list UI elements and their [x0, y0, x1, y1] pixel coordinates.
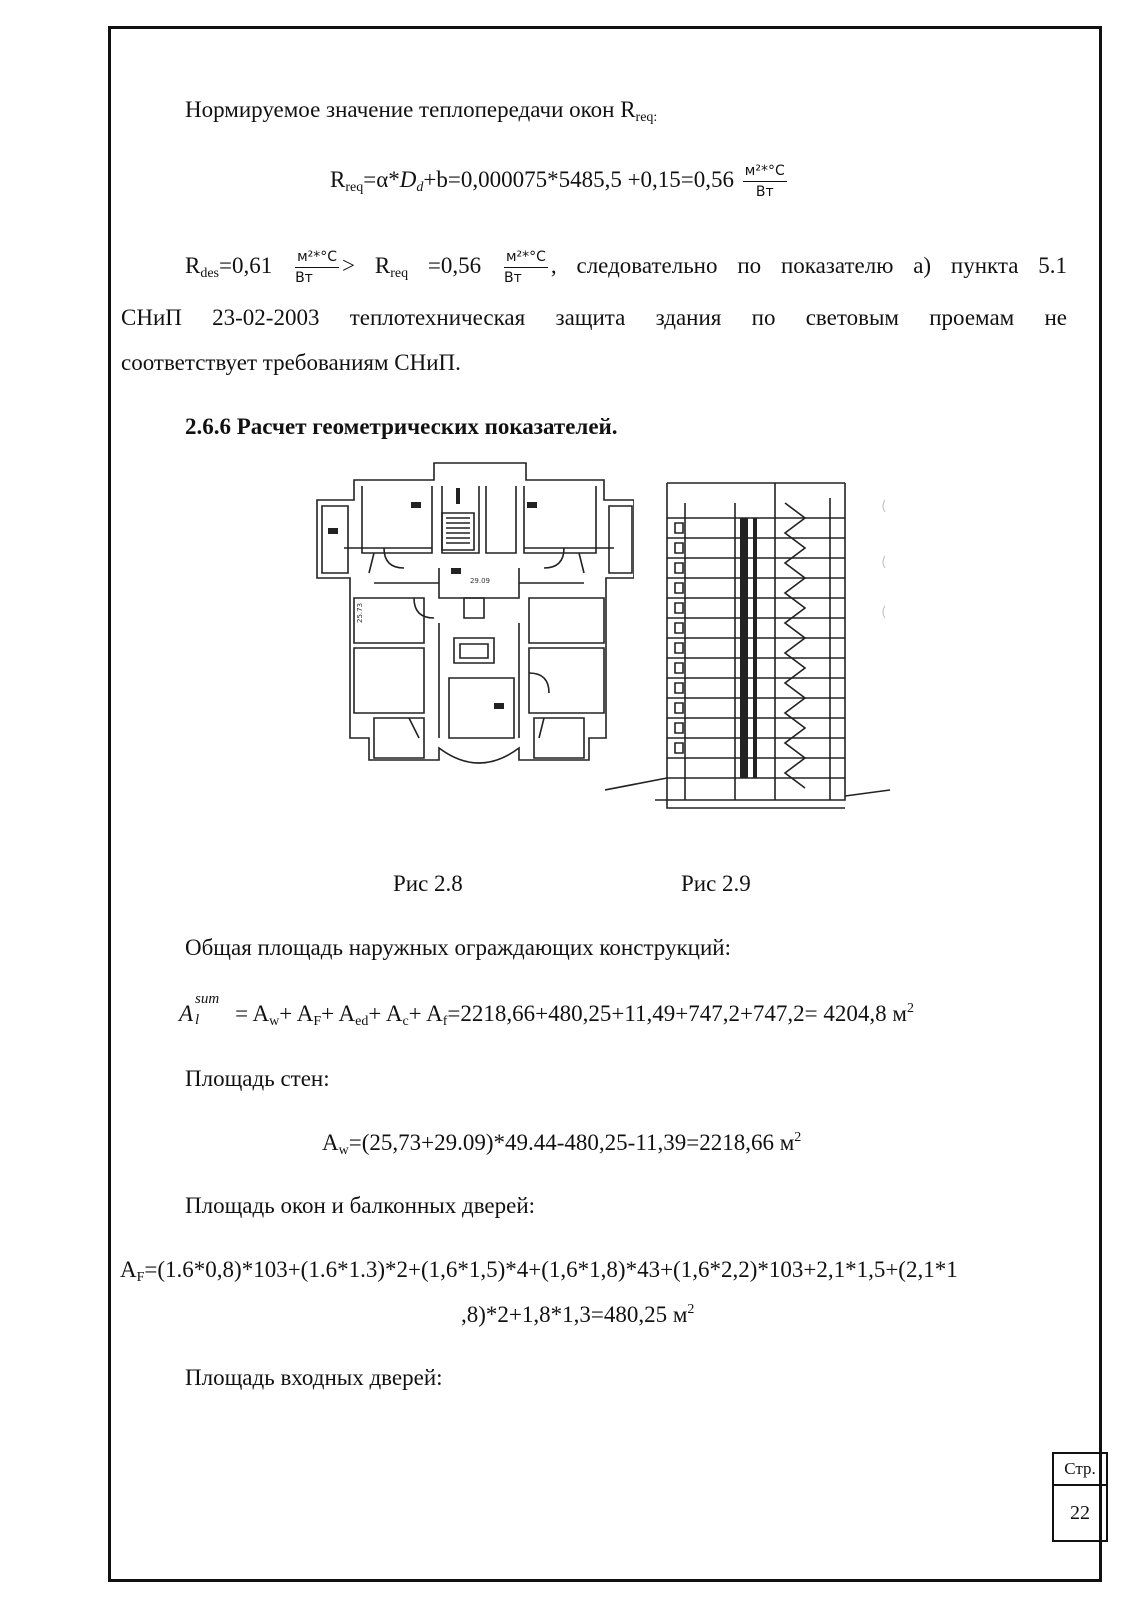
section-heading: 2.6.6 Расчет геометрических показателей.: [185, 414, 618, 439]
doors-label: Площадь входных дверей:: [185, 1365, 443, 1390]
intro-text: Нормируемое значение теплопередачи окон $R_{req:}$: [185, 97, 658, 125]
compare-line-3: соответствует требованиям СНиП.: [121, 350, 461, 375]
walls-label: Площадь стен:: [185, 1066, 330, 1091]
page-number: 22: [1052, 1484, 1108, 1542]
plan-dim-side: 25.73: [356, 602, 364, 623]
total-area-label: Общая площадь наружных ограждающих конструкций:: [185, 935, 731, 960]
windows-formula-line-2: ,8)*2+1,8*1,3=480,25 $м^2$: [461, 1302, 695, 1327]
floor-plan-figure: [314, 458, 634, 768]
caption-fig-2-9: Рис 2.9: [681, 871, 751, 896]
windows-formula-line-1: $A_F=(1.6*0,8)*103+(1.6*1.3)*2+(1,6*1,5)*4+(1,6*1,8)*43+(1,6*2,2)*103+2,1*1,5+(2,1*1$: [120, 1257, 958, 1285]
caption-fig-2-8: Рис 2.8: [393, 871, 463, 896]
unit-fraction: $\frac{\text{м²*°С}}{Вт}$: [744, 163, 785, 201]
formula-rreq: $R_{req}=\alpha*D_d+b=0,000075*5485,5 +0,15=0,56$ $\frac{\text{м²*°С}}{Вт}$: [330, 163, 785, 201]
compare-line-2: СНиП 23-02-2003 теплотехническая защита здания по световым проемам не: [121, 305, 1067, 330]
compare-line-1: $R_{des}=0,61$ $\frac{\text{м²*°С}}{Вт}$ > $R_{req} =0,56$ $\frac{\text{м²*°С}}{Вт}$ , следовательно по показателю а) пункта 5.1: [185, 249, 1068, 287]
plan-dim-top: 29.09: [469, 577, 491, 585]
page-stamp-label: Стр.: [1052, 1452, 1108, 1486]
building-section-figure: [605, 478, 895, 813]
total-area-formula: A sum l = $A_w+ A_F+ A_{ed}+ A_c+ A_f=2218,66+480,25+11,49+747,2+747,2= 4204,8$ $м^2$: [179, 991, 914, 1029]
walls-formula: $A_w=(25,73+29.09)*49.44-480,25-11,39=2218,66$ $м^2$: [322, 1130, 802, 1158]
windows-label: Площадь окон и балконных дверей:: [185, 1193, 536, 1218]
